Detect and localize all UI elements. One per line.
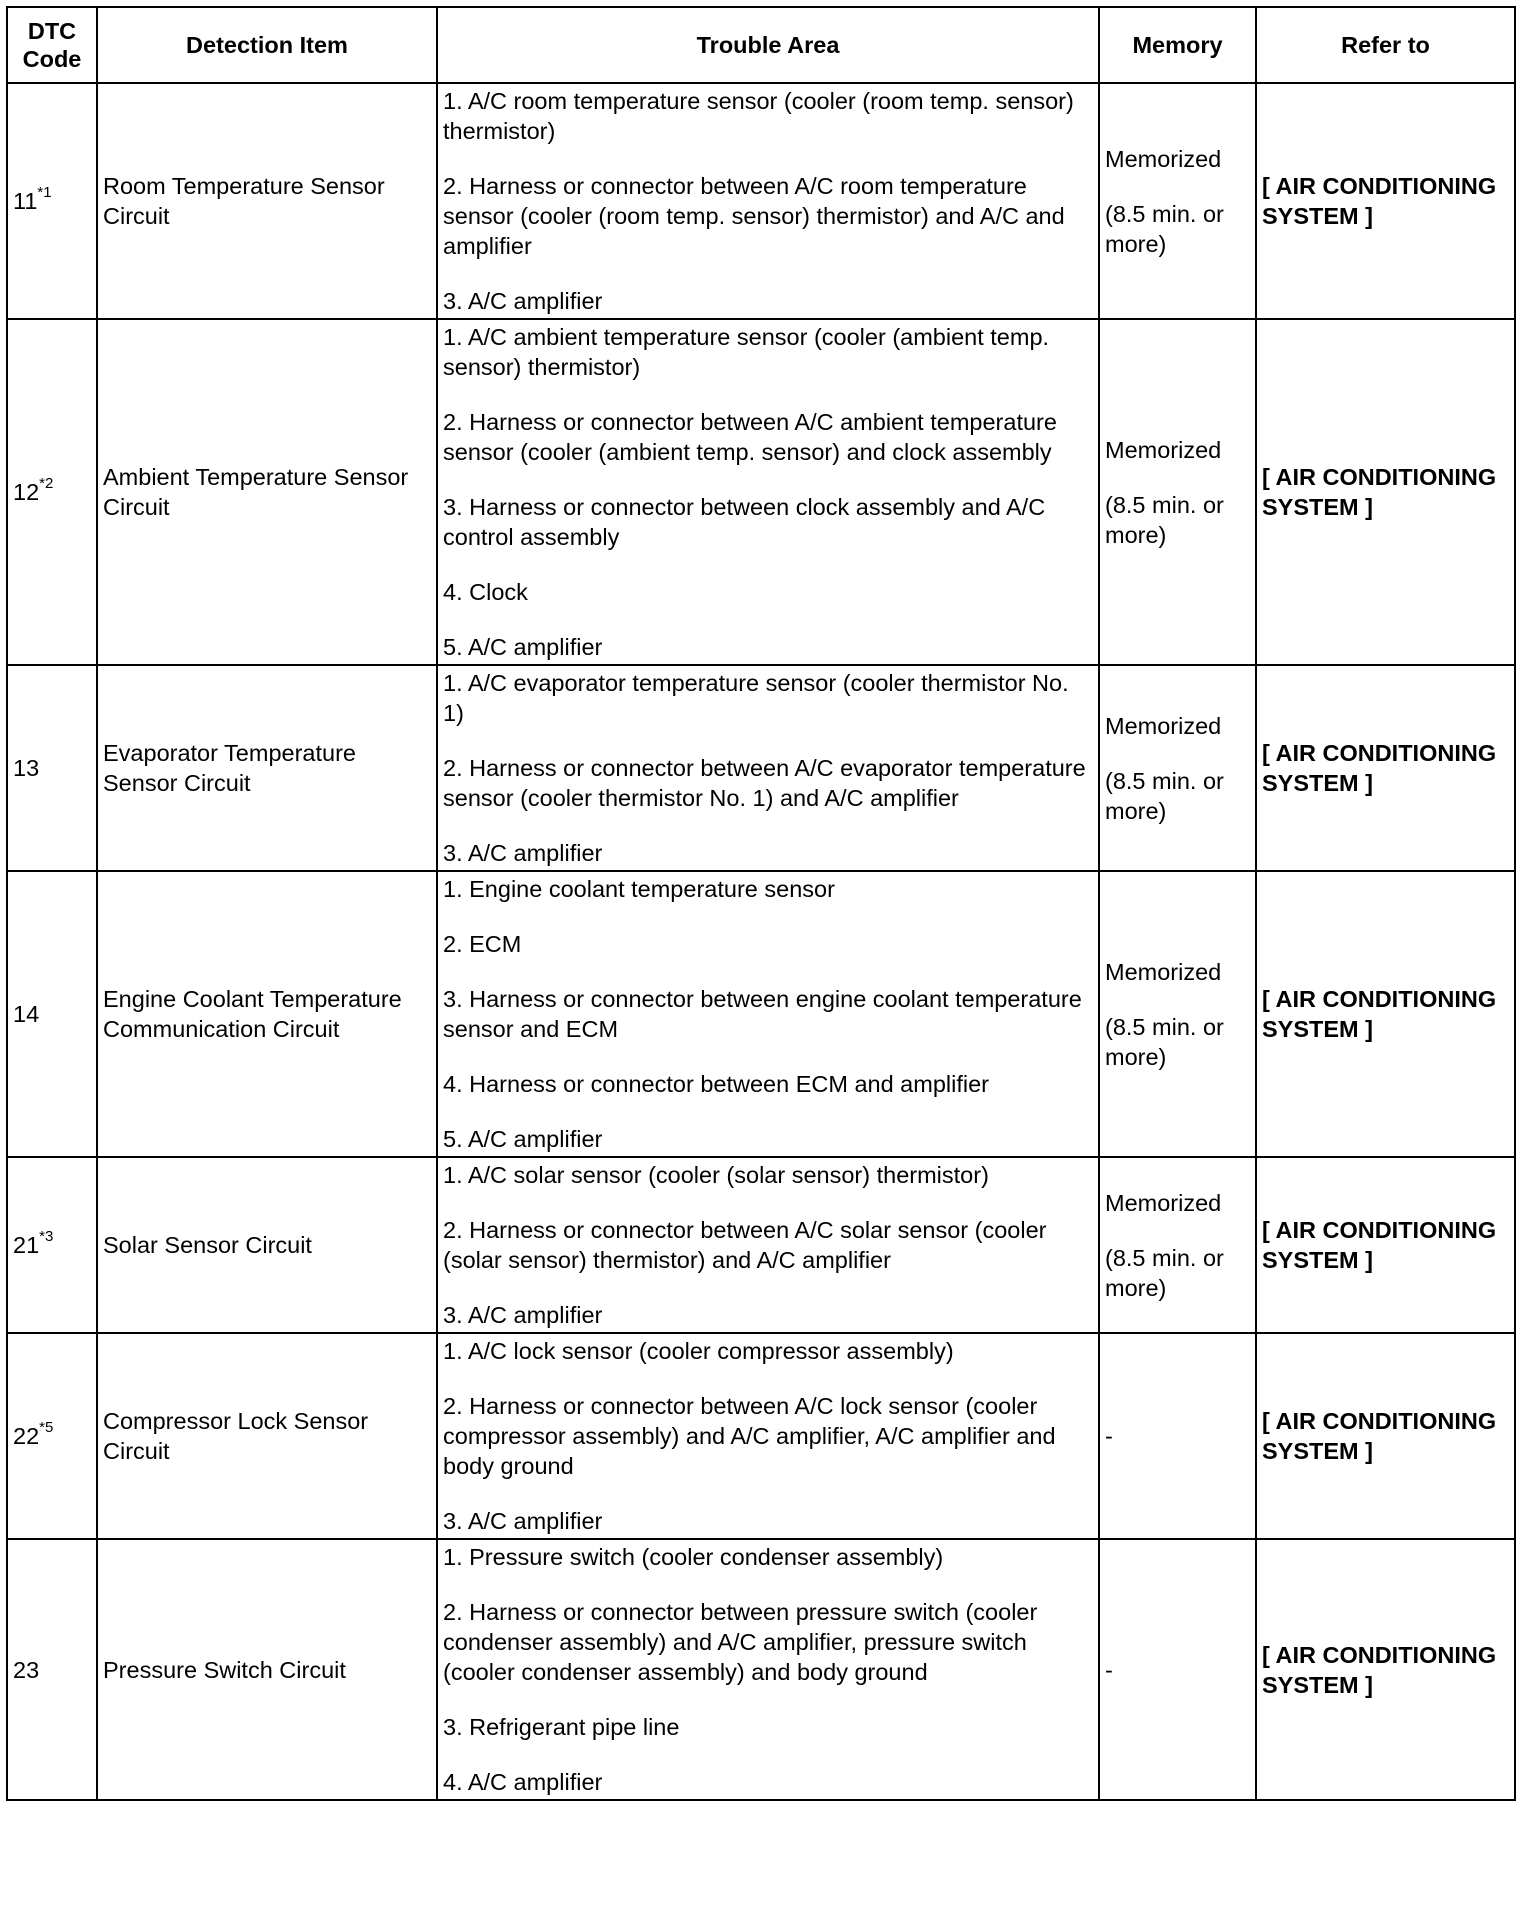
memory-cell: [1099, 319, 1256, 665]
dtc-footnote-marker: *5: [39, 1419, 54, 1437]
trouble-area-cell: [437, 1333, 1099, 1539]
dtc-code-cell: [7, 1157, 97, 1333]
dtc-code: 23: [13, 1656, 40, 1683]
table-row: [7, 1333, 1515, 1539]
memory-cell: [1099, 83, 1256, 319]
dtc-code: 13: [13, 755, 40, 781]
table-row: [7, 83, 1515, 319]
detection-item-cell: Ambient Temperature Sensor Circuit: [97, 319, 437, 665]
table-header: [7, 7, 1515, 83]
dtc-footnote-marker: *2: [39, 475, 54, 493]
dtc-code: 12: [13, 479, 40, 505]
table-row: [7, 1157, 1515, 1333]
trouble-area-list: [443, 86, 1093, 316]
detection-item-cell: Pressure Switch Circuit: [97, 1539, 437, 1800]
trouble-area-item: 3. Harness or connector between engine coolant temperature sensor and ECM: [443, 986, 1082, 1042]
trouble-area-item: 3. A/C amplifier: [443, 1302, 603, 1328]
table-row: [7, 871, 1515, 1157]
trouble-area-item: 5. A/C amplifier: [443, 634, 603, 660]
trouble-area-item: 1. A/C evaporator temperature sensor (cooler thermistor No. 1): [443, 670, 1069, 726]
refer-to-cell: [ AIR CONDITIONING SYSTEM ]: [1256, 665, 1515, 871]
memory-text: -: [1105, 1656, 1113, 1683]
header-trouble-area: Trouble Area: [437, 7, 1099, 83]
trouble-area-item: 1. Engine coolant temperature sensor: [443, 876, 835, 902]
dtc-code: 11: [13, 188, 38, 214]
memory-cell: [1099, 1333, 1256, 1539]
memory-text: -: [1105, 1423, 1113, 1449]
trouble-area-cell: [437, 83, 1099, 319]
memory-text: Memorized: [1105, 1189, 1222, 1216]
memory-cell: [1099, 1157, 1256, 1333]
memory-lines: [1105, 1421, 1250, 1451]
trouble-area-item: 4. A/C amplifier: [443, 1769, 603, 1795]
trouble-area-list: [443, 874, 1093, 1154]
memory-text: (8.5 min. or more): [1105, 1244, 1224, 1301]
memory-lines: [1105, 144, 1250, 259]
detection-item-cell: Room Temperature Sensor Circuit: [97, 83, 437, 319]
trouble-area-cell: [437, 871, 1099, 1157]
detection-item-cell: Evaporator Temperature Sensor Circuit: [97, 665, 437, 871]
trouble-area-cell: [437, 1157, 1099, 1333]
dtc-code: 22: [13, 1423, 40, 1449]
trouble-area-list: [443, 322, 1093, 662]
refer-to-cell: [ AIR CONDITIONING SYSTEM ]: [1256, 1333, 1515, 1539]
trouble-area-item: 2. Harness or connector between A/C room temperature sensor (cooler (room temp. sensor) thermistor) and A/C and amplifier: [443, 173, 1065, 259]
memory-text: Memorized: [1105, 958, 1222, 985]
memory-text: (8.5 min. or more): [1105, 200, 1224, 257]
memory-lines: [1105, 957, 1250, 1072]
refer-to-cell: [ AIR CONDITIONING SYSTEM ]: [1256, 83, 1515, 319]
trouble-area-item: 3. Refrigerant pipe line: [443, 1714, 680, 1740]
trouble-area-item: 1. A/C ambient temperature sensor (cooler (ambient temp. sensor) thermistor): [443, 324, 1050, 380]
trouble-area-list: [443, 1160, 1093, 1330]
memory-lines: [1105, 1655, 1250, 1685]
trouble-area-item: 2. Harness or connector between A/C evaporator temperature sensor (cooler thermistor No. 1) and A/C amplifier: [443, 755, 1086, 811]
refer-to-cell: [ AIR CONDITIONING SYSTEM ]: [1256, 871, 1515, 1157]
trouble-area-item: 1. A/C lock sensor (cooler compressor assembly): [443, 1338, 954, 1364]
header-dtc-code: DTC Code: [7, 7, 97, 83]
detection-item-cell: Solar Sensor Circuit: [97, 1157, 437, 1333]
dtc-footnote-marker: *1: [37, 184, 52, 202]
trouble-area-cell: [437, 1539, 1099, 1800]
dtc-table: [6, 6, 1516, 1801]
dtc-code-cell: [7, 319, 97, 665]
memory-text: (8.5 min. or more): [1105, 767, 1224, 824]
trouble-area-item: 2. Harness or connector between A/C ambient temperature sensor (cooler (ambient temp. sensor) and clock assembly: [443, 409, 1057, 465]
trouble-area-list: [443, 1542, 1093, 1797]
table-row: [7, 665, 1515, 871]
dtc-code: 14: [13, 1001, 40, 1027]
dtc-code-cell: [7, 665, 97, 871]
dtc-code-cell: [7, 1333, 97, 1539]
refer-to-cell: [ AIR CONDITIONING SYSTEM ]: [1256, 319, 1515, 665]
detection-item-cell: Engine Coolant Temperature Communication Circuit: [97, 871, 437, 1157]
trouble-area-item: 2. Harness or connector between pressure switch (cooler condenser assembly) and A/C amplifier, pressure switch (cooler condenser assembly) and body ground: [443, 1599, 1038, 1685]
trouble-area-item: 3. Harness or connector between clock assembly and A/C control assembly: [443, 494, 1046, 550]
trouble-area-item: 2. Harness or connector between A/C solar sensor (cooler (solar sensor) thermistor) and A/C amplifier: [443, 1217, 1047, 1273]
header-refer-to: Refer to: [1256, 7, 1515, 83]
memory-cell: [1099, 1539, 1256, 1800]
table-body: [7, 83, 1515, 1800]
memory-text: Memorized: [1105, 436, 1222, 463]
memory-lines: [1105, 435, 1250, 550]
memory-lines: [1105, 1188, 1250, 1303]
detection-item-cell: Compressor Lock Sensor Circuit: [97, 1333, 437, 1539]
dtc-code: 21: [13, 1232, 40, 1258]
header-row: [7, 7, 1515, 83]
header-detection-item: Detection Item: [97, 7, 437, 83]
dtc-code-cell: [7, 83, 97, 319]
trouble-area-item: 3. A/C amplifier: [443, 288, 603, 314]
refer-to-cell: [ AIR CONDITIONING SYSTEM ]: [1256, 1539, 1515, 1800]
trouble-area-item: 1. A/C solar sensor (cooler (solar sensor) thermistor): [443, 1162, 989, 1188]
trouble-area-list: [443, 1336, 1093, 1536]
trouble-area-item: 5. A/C amplifier: [443, 1126, 603, 1152]
trouble-area-item: 1. A/C room temperature sensor (cooler (room temp. sensor) thermistor): [443, 88, 1074, 144]
trouble-area-list: [443, 668, 1093, 868]
memory-text: (8.5 min. or more): [1105, 491, 1224, 548]
table-row: [7, 1539, 1515, 1800]
trouble-area-item: 3. A/C amplifier: [443, 1508, 603, 1534]
refer-to-cell: [ AIR CONDITIONING SYSTEM ]: [1256, 1157, 1515, 1333]
memory-lines: [1105, 711, 1250, 826]
dtc-code-cell: [7, 1539, 97, 1800]
trouble-area-item: 2. Harness or connector between A/C lock sensor (cooler compressor assembly) and A/C amplifier, A/C amplifier and body ground: [443, 1393, 1056, 1479]
trouble-area-cell: [437, 665, 1099, 871]
trouble-area-item: 4. Harness or connector between ECM and amplifier: [443, 1071, 989, 1097]
dtc-code-cell: [7, 871, 97, 1157]
memory-text: (8.5 min. or more): [1105, 1013, 1224, 1070]
trouble-area-item: 1. Pressure switch (cooler condenser assembly): [443, 1544, 944, 1570]
memory-text: Memorized: [1105, 145, 1222, 172]
table-row: [7, 319, 1515, 665]
trouble-area-cell: [437, 319, 1099, 665]
header-memory: Memory: [1099, 7, 1256, 83]
trouble-area-item: 2. ECM: [443, 931, 522, 957]
memory-text: Memorized: [1105, 712, 1222, 739]
memory-cell: [1099, 665, 1256, 871]
trouble-area-item: 3. A/C amplifier: [443, 840, 603, 866]
dtc-footnote-marker: *3: [39, 1228, 54, 1246]
trouble-area-item: 4. Clock: [443, 579, 528, 605]
memory-cell: [1099, 871, 1256, 1157]
